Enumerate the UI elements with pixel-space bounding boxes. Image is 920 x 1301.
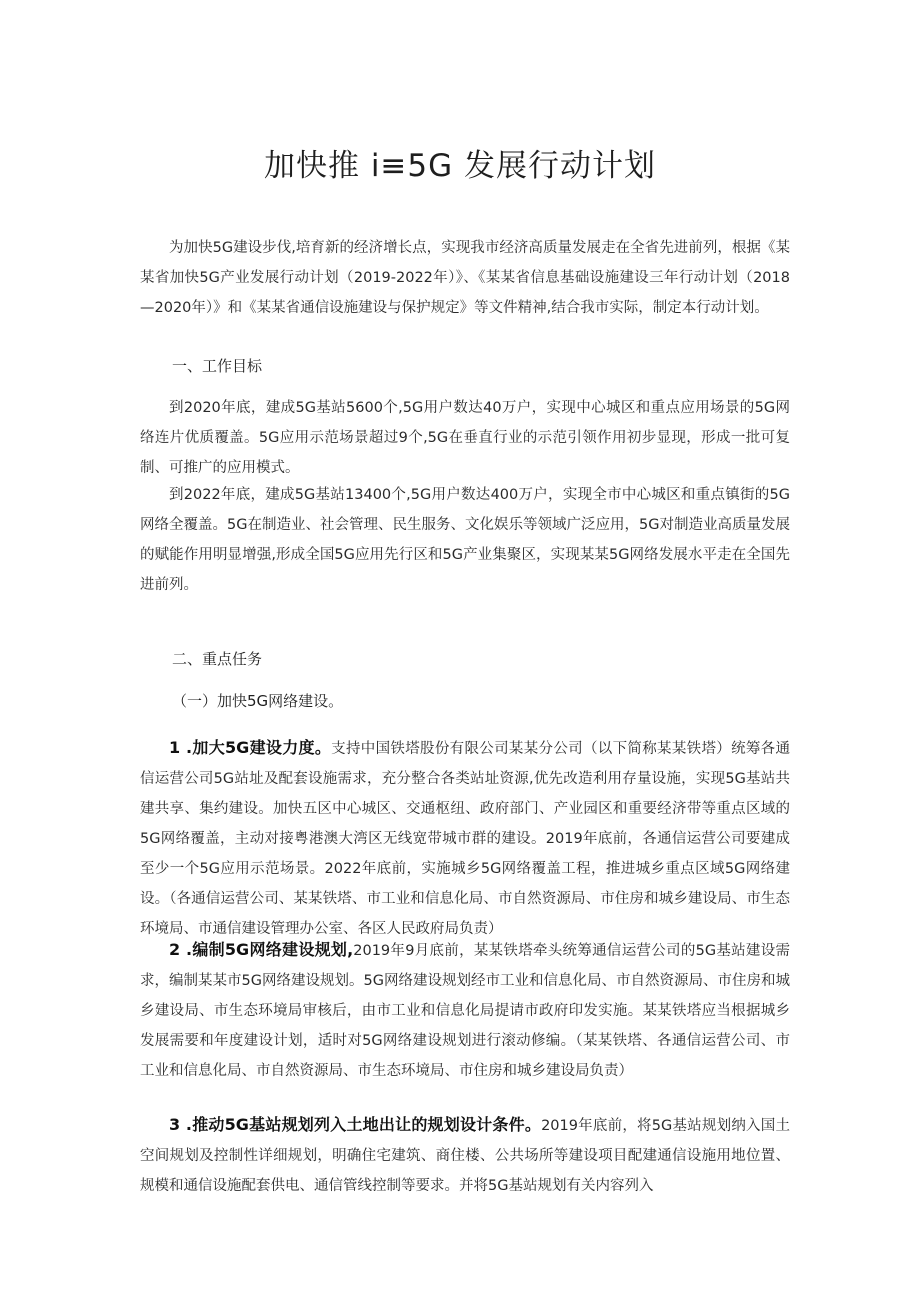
task-item-2-lead: 2 .编制5G网络建设规划, bbox=[169, 940, 354, 959]
goal-2022-paragraph: 到2022年底，建成5G基站13400个,5G用户数达400万户，实现全市中心城区和重点镇街的5G网络全覆盖。5G在制造业、社会管理、民生服务、文化娱乐等领域广泛应用，5G对制造业高质量发展的赋能作用明显增强,形成全国5G应用先行区和5G产业集聚区，实现某某5G网络发展水平走在全国先进前列。 bbox=[140, 487, 790, 593]
document-title: 加快推 i≡5G 发展行动计划 bbox=[263, 148, 657, 184]
subsection-heading-network: （一）加快5G网络建设。 bbox=[172, 692, 344, 710]
intro-paragraph: 为加快5G建设步伐,培育新的经济增长点，实现我市经济高质量发展走在全省先进前列，根据《某某省加快5G产业发展行动计划（2019-2022年）》、《某某省信息基础设施建设三年行动计划（2018—2020年）》和《某某省通信设施建设与保护规定》等文件精神,结合我市实际，制定本行动计划。 bbox=[140, 240, 790, 316]
section-heading-goals: 一、工作目标 bbox=[172, 357, 263, 375]
task-item-1 bbox=[140, 733, 790, 944]
task-item-1-lead: 1 .加大5G建设力度。 bbox=[169, 738, 332, 757]
task-item-2 bbox=[140, 935, 790, 1086]
task-item-2-body: 2019年9月底前，某某铁塔牵头统筹通信运营公司的5G基站建设需求，编制某某市5G网络建设规划。5G网络建设规划经市工业和信息化局、市自然资源局、市住房和城乡建设局、市生态环境局审核后，由市工业和信息化局提请市政府印发实施。某某铁塔应当根据城乡发展需要和年度建设计划，适时对5G网络建设规划进行滚动修编。（某某铁塔、各通信运营公司、市工业和信息化局、市自然资源局、市生态环境局、市住房和城乡建设局负责） bbox=[140, 943, 790, 1079]
goal-2020-paragraph: 到2020年底，建成5G基站5600个,5G用户数达40万户，实现中心城区和重点应用场景的5G网络连片优质覆盖。5G应用示范场景超过9个,5G在垂直行业的示范引领作用初步显现，形成一批可复制、可推广的应用模式。 bbox=[140, 400, 790, 476]
task-item-3 bbox=[140, 1110, 790, 1201]
task-item-1-body: 支持中国铁塔股份有限公司某某分公司（以下简称某某铁塔）统筹各通信运营公司5G站址及配套设施需求，充分整合各类站址资源,优先改造利用存量设施，实现5G基站共建共享、集约建设。加快五区中心城区、交通枢纽、政府部门、产业园区和重要经济带等重点区域的5G网络覆盖，主动对接粤港澳大湾区无线宽带城市群的建设。2019年底前，各通信运营公司要建成至少一个5G应用示范场景。2022年底前，实施城乡5G网络覆盖工程，推进城乡重点区域5G网络建设。（各通信运营公司、某某铁塔、市工业和信息化局、市自然资源局、市住房和城乡建设局、市生态环境局、市通信建设管理办公室、各区人民政府局负责） bbox=[140, 741, 790, 937]
task-item-3-lead: 3 .推动5G基站规划列入土地出让的规划设计条件。 bbox=[169, 1115, 542, 1134]
task-item-3-body: 2019年底前，将5G基站规划纳入国土空间规划及控制性详细规划，明确住宅建筑、商住楼、公共场所等建设项目配建通信设施用地位置、规模和通信设施配套供电、通信管线控制等要求。并将5G基站规划有关内容列入 bbox=[140, 1118, 790, 1194]
section-heading-tasks: 二、重点任务 bbox=[172, 650, 263, 668]
